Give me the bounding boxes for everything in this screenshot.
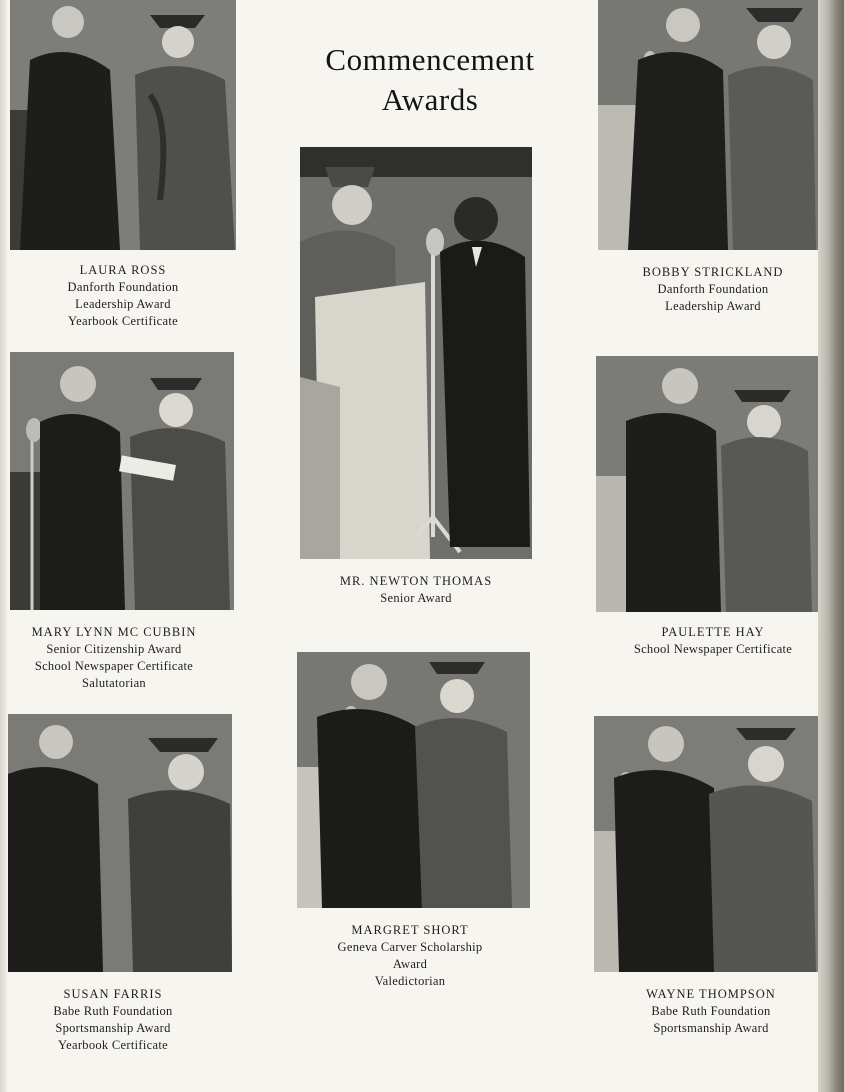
photo-susan-farris <box>8 714 232 972</box>
title-line-1: Commencement <box>325 42 535 77</box>
caption-wayne-thompson <box>598 986 824 1037</box>
photo-scene-5 <box>596 356 818 612</box>
award-line: Yearbook Certificate <box>58 1038 168 1052</box>
photo-mary-lynn-mc-cubbin <box>10 352 234 610</box>
award-line: Sportsmanship Award <box>653 1021 769 1035</box>
award-line: Babe Ruth Foundation <box>53 1004 173 1018</box>
caption-mary-lynn-mc-cubbin <box>10 624 218 692</box>
caption-newton-thomas <box>300 573 532 607</box>
award-line: Salutatorian <box>81 676 146 690</box>
photo-scene-4 <box>10 352 234 610</box>
award-line: Leadership Award <box>665 299 761 313</box>
awardee-name: PAULETTE HAY <box>661 625 765 639</box>
caption-susan-farris <box>8 986 218 1054</box>
award-line: Senior Citizenship Award <box>46 642 182 656</box>
award-line: Leadership Award <box>75 297 171 311</box>
page-title <box>270 40 590 120</box>
award-line: Yearbook Certificate <box>68 314 178 328</box>
photo-margret-short <box>297 652 530 908</box>
award-line: Sportsmanship Award <box>55 1021 171 1035</box>
award-line: School Newspaper Certificate <box>34 659 194 673</box>
page-edge-left <box>0 0 7 1092</box>
photo-scene-1 <box>10 0 236 250</box>
award-line: School Newspaper Certificate <box>633 642 793 656</box>
award-line: Senior Award <box>380 591 452 605</box>
caption-laura-ross <box>10 262 236 330</box>
photo-scene-6 <box>297 652 530 908</box>
awardee-name: MR. NEWTON THOMAS <box>339 574 493 588</box>
photo-laura-ross <box>10 0 236 250</box>
award-line: Award <box>392 957 428 971</box>
award-line: Danforth Foundation <box>657 282 769 296</box>
photo-paulette-hay <box>596 356 818 612</box>
award-line: Valedictorian <box>374 974 446 988</box>
awardee-name: SUSAN FARRIS <box>63 987 163 1001</box>
photo-scene-2 <box>598 0 818 250</box>
caption-paulette-hay <box>606 624 820 658</box>
photo-scene-3 <box>300 147 532 559</box>
photo-bobby-strickland <box>598 0 818 250</box>
award-line: Babe Ruth Foundation <box>651 1004 771 1018</box>
awardee-name: WAYNE THOMPSON <box>646 987 776 1001</box>
awardee-name: MARGRET SHORT <box>351 923 469 937</box>
title-line-2: Awards <box>381 82 479 117</box>
award-line: Geneva Carver Scholarship <box>337 940 483 954</box>
award-line: Danforth Foundation <box>67 280 179 294</box>
photo-scene-7 <box>8 714 232 972</box>
caption-margret-short <box>297 922 523 990</box>
photo-wayne-thompson <box>594 716 818 972</box>
page-binding-edge <box>818 0 844 1092</box>
awardee-name: MARY LYNN MC CUBBIN <box>31 625 197 639</box>
caption-bobby-strickland <box>598 264 828 315</box>
photo-scene-8 <box>594 716 818 972</box>
awardee-name: BOBBY STRICKLAND <box>642 265 784 279</box>
awardee-name: LAURA ROSS <box>79 263 167 277</box>
photo-newton-thomas <box>300 147 532 559</box>
